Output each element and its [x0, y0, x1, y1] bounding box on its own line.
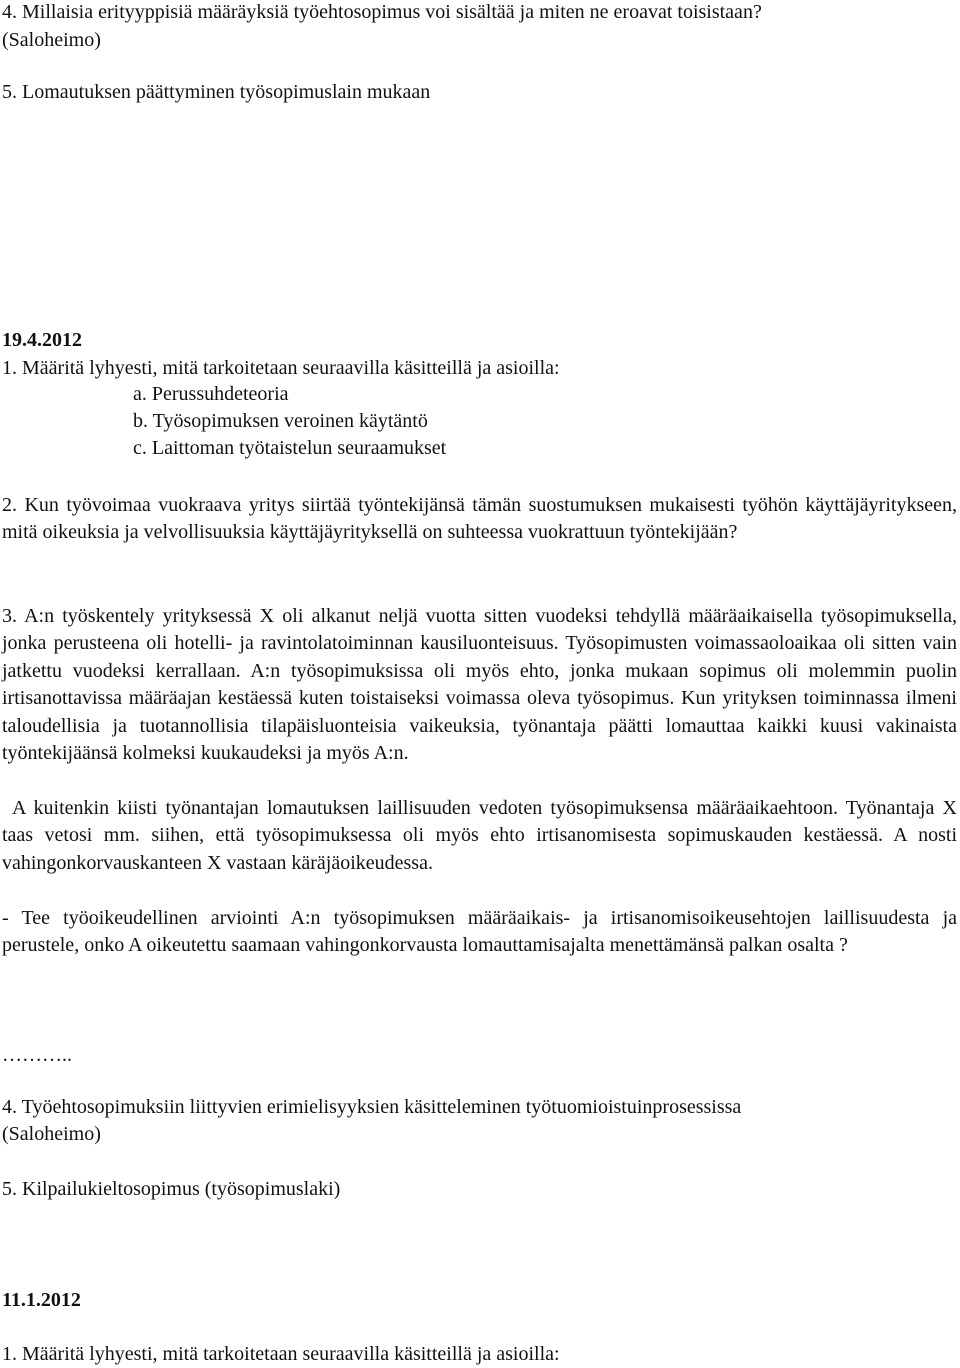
question-1-item-a: a. Perussuhdeteoria — [133, 383, 289, 405]
exam-date-2: 11.1.2012 — [2, 1289, 81, 1311]
question-1: 1. Määritä lyhyesti, mitä tarkoitetaan seuraavilla käsitteillä ja asioilla: — [2, 357, 560, 379]
question-1-item-b: b. Työsopimuksen veroinen käytäntö — [133, 410, 428, 432]
question-3-paragraph-3: - Tee työoikeudellinen arviointi A:n työsopimuksen määräaikais- ja irtisanomisoikeusehtojen laillisuudesta ja perustele, onko A oikeutettu saamaan vahingonkorvausta lomauttamisajalta menettämänsä palkan osalta ? — [2, 907, 957, 957]
question-3-paragraph-1: 3. A:n työskentely yrityksessä X oli alkanut neljä vuotta sitten vuodeksi tehdyllä määräaikaisella työsopimuksella, jonka perusteena oli hotelli- ja ravintolatoiminnan kausiluonteisuus. Työsopimusten voimassaoloaikaa oli sitten vain jatkettu vuodeksi kerrallaan. A:n työsopimuksissa oli myös ehto, jonka mukaan sopimus oli molemmin puolin irtisanottavissa määräajan kestäessä kuten toistaiseksi voimassa oleva työsopimus. Kun yrityksen toiminnassa ilmeni taloudellisia ja tuotannollisia tilapäisluonteisia vaikeuksia, työnantaja päätti lomauttaa kaikki kuusi vakinaista työntekijäänsä kolmeksi kuukaudeksi ja myös A:n. — [2, 605, 957, 765]
question-4-line-1-b: 4. Työehtosopimuksiin liittyvien erimielisyyksien käsitteleminen työtuomioistuinprosessissa — [2, 1096, 742, 1118]
question-1-item-c: c. Laittoman työtaistelun seuraamukset — [133, 437, 447, 459]
ellipsis: ……….. — [2, 1044, 72, 1066]
question-4-line-2-b: (Saloheimo) — [2, 1123, 101, 1145]
question-5-b: 5. Kilpailukieltosopimus (työsopimuslaki) — [2, 1178, 341, 1200]
question-4-line-2: (Saloheimo) — [2, 29, 101, 51]
question-2: 2. Kun työvoimaa vuokraava yritys siirtää työntekijänsä tämän suostumuksen mukaisesti työhön käyttäjäyritykseen, mitä oikeuksia ja velvollisuuksia käyttäjäyrityksellä on suhteessa vuokrattuun työntekijään? — [2, 494, 957, 544]
question-5: 5. Lomautuksen päättyminen työsopimuslain mukaan — [2, 81, 431, 103]
question-4-line-1: 4. Millaisia erityyppisiä määräyksiä työehtosopimus voi sisältää ja miten ne eroavat toisistaan? — [2, 1, 762, 23]
exam-date: 19.4.2012 — [2, 329, 82, 351]
question-1-b: 1. Määritä lyhyesti, mitä tarkoitetaan seuraavilla käsitteillä ja asioilla: — [2, 1343, 560, 1365]
question-3-paragraph-2: A kuitenkin kiisti työnantajan lomautuksen laillisuuden vedoten työsopimuksensa määräaikaehtoon. Työnantaja X taas vetosi mm. siihen, että työsopimuksessa oli myös ehto irtisanomisesta sopimuskauden kestäessä. A nosti vahingonkorvauskanteen X vastaan käräjäoikeudessa. — [2, 797, 957, 874]
